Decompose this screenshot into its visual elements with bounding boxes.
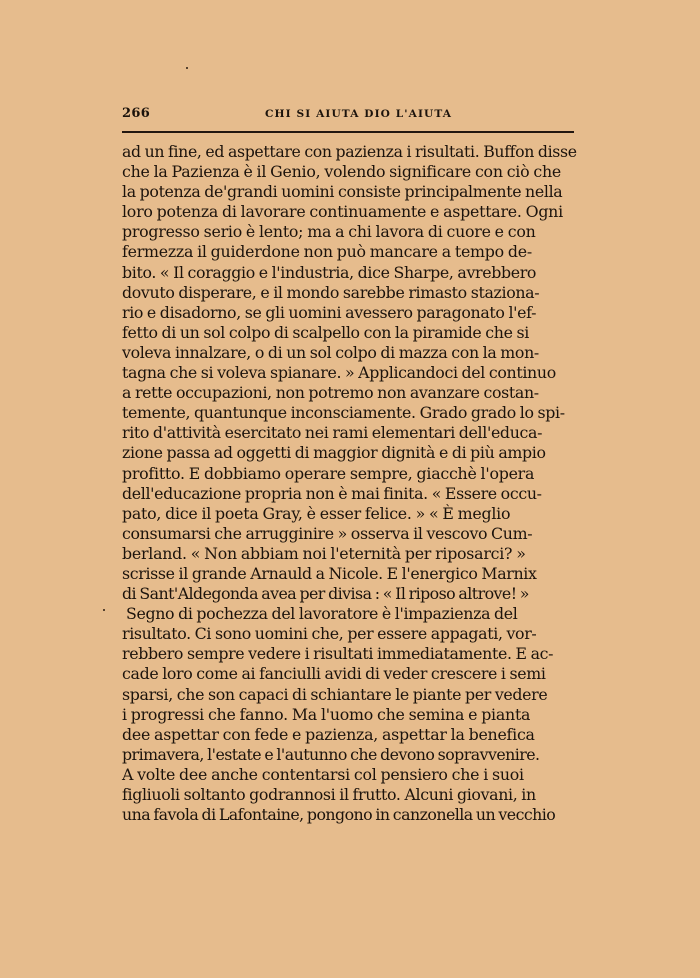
page-number: 266 <box>122 106 151 121</box>
page-header <box>122 106 574 128</box>
text-line: dovuto disperare, e il mondo sarebbe rimasto staziona- <box>122 282 540 302</box>
running-title: CHI SI AIUTA DIO L'AIUTA <box>265 108 453 120</box>
text-line: profitto. E dobbiamo operare sempre, giacchè l'opera <box>122 463 535 483</box>
text-line: temente, quantunque inconsciamente. Grado grado lo spi- <box>122 403 565 423</box>
text-line: sparsi, che son capaci di schiantare le piante per vedere <box>122 684 548 704</box>
text-line: A volte dee anche contentarsi col pensiero che i suoi <box>122 764 524 784</box>
text-line: progresso serio è lento; ma a chi lavora di cuore e con <box>122 222 536 242</box>
text-line: primavera, l'estate e l'autunno che devono sopravvenire. <box>122 744 540 764</box>
text-line: berland. « Non abbiam noi l'eternità per riposarci? » <box>122 543 526 563</box>
text-line: bito. « Il coraggio e l'industria, dice Sharpe, avrebbero <box>122 262 537 282</box>
text-line: una favola di Lafontaine, pongono in canzonella un vecchio <box>122 805 556 825</box>
text-line: ad un fine, ed aspettare con pazienza i risultati. Buffon disse <box>122 142 577 161</box>
text-line: fetto di un sol colpo di scalpello con la piramide che si <box>122 322 529 342</box>
text-line: che la Pazienza è il Genio, volendo significare con ciò che <box>122 162 561 182</box>
text-line: rito d'attività esercitato nei rami elementari dell'educa- <box>122 423 543 443</box>
text-line: figliuoli soltanto godrannosi il frutto. Alcuni giovani, in <box>122 785 536 804</box>
header-rule <box>122 131 574 133</box>
text-line: dee aspettar con fede e pazienza, aspettar la benefica <box>122 724 535 744</box>
text-line: consumarsi che arrugginire » osserva il vescovo Cum- <box>122 523 533 543</box>
text-line: tagna che si voleva spianare. » Applicandoci del continuo <box>122 363 556 383</box>
text-line: rebbero sempre vedere i risultati immediatamente. E ac- <box>122 644 554 664</box>
text-line: fermezza il guiderdone non può mancare a tempo de- <box>122 242 532 262</box>
ink-speck <box>103 609 105 611</box>
text-line: i progressi che fanno. Ma l'uomo che semina e pianta <box>122 704 531 724</box>
text-line: loro potenza di lavorare continuamente e aspettare. Ogni <box>122 202 563 222</box>
text-line: rio e disadorno, se gli uomini avessero paragonato l'ef- <box>122 302 537 322</box>
text-line: a rette occupazioni, non potremo non avanzare costan- <box>122 383 539 403</box>
paragraph-first-line: Segno di pochezza del lavoratore è l'impazienza del <box>126 604 518 624</box>
text-line: cade loro come ai fanciulli avidi di veder crescere i semi <box>122 664 546 684</box>
text-line: la potenza de'grandi uomini consiste principalmente nella <box>122 182 563 202</box>
body-text <box>122 142 577 825</box>
text-line: scrisse il grande Arnauld a Nicole. E l'energico Marnix <box>122 563 537 583</box>
text-line: zione passa ad oggetti di maggior dignità e di più ampio <box>122 443 546 463</box>
text-line: di Sant'Aldegonda avea per divisa : « Il riposo altrove! » <box>122 584 529 604</box>
text-line: dell'educazione propria non è mai finita. « Essere occu- <box>122 483 542 503</box>
text-line: pato, dice il poeta Gray, è esser felice. » « È meglio <box>122 503 511 523</box>
ink-speck <box>186 67 188 69</box>
text-line: risultato. Ci sono uomini che, per essere appagati, vor- <box>122 624 537 644</box>
text-line: voleva innalzare, o di un sol colpo di mazza con la mon- <box>122 342 539 362</box>
